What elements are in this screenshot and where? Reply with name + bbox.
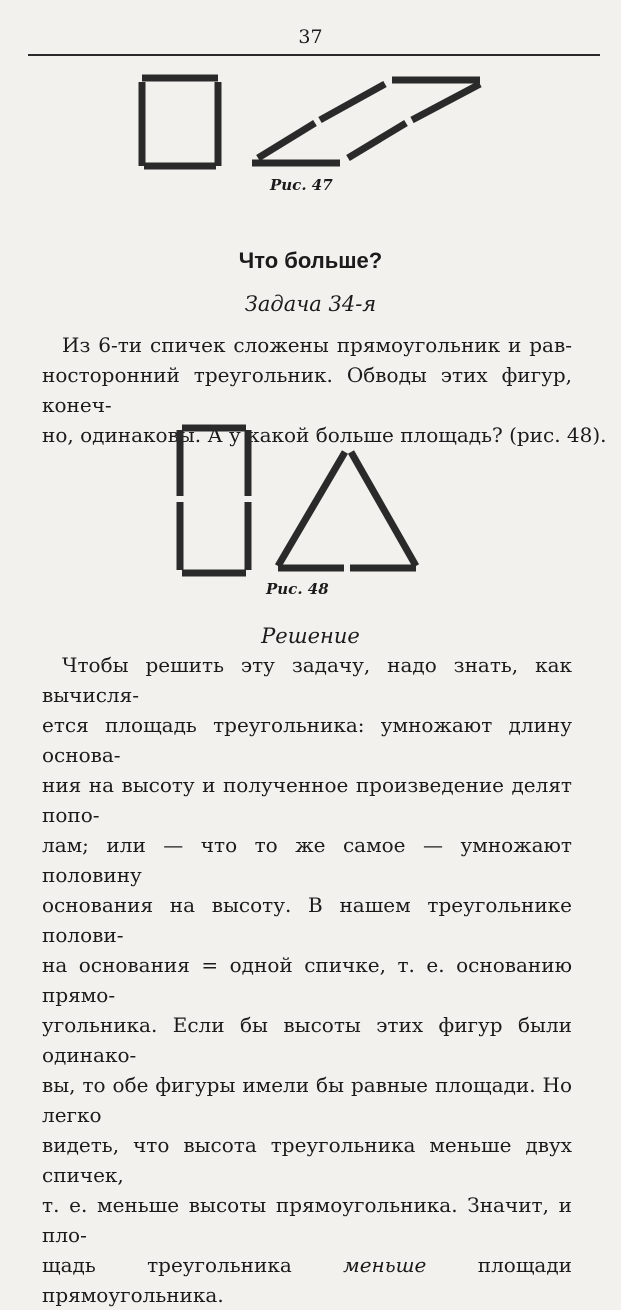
last-line-end: площади прямоугольника. <box>42 1253 572 1307</box>
solution-line: основания на высоту. В нашем треугольнике полови- <box>42 893 572 947</box>
emphasis-word: меньше <box>343 1253 427 1277</box>
problem-title: Задача 34-я <box>244 292 377 316</box>
header-rule <box>28 54 600 56</box>
problem-line: но, одинаковы. А у какой больше площадь? (рис. 48). <box>42 423 607 447</box>
solution-line: Чтобы решить эту задачу, надо знать, как вычисля- <box>42 653 572 707</box>
last-line-start: щадь треугольника <box>42 1253 344 1277</box>
problem-line: Из 6-ти спичек сложены прямоугольник и рав- <box>62 333 572 357</box>
solution-text <box>42 650 572 1310</box>
matchstick-figure-48 <box>170 418 430 583</box>
solution-line: угольника. Если бы высоты этих фигур были одинако- <box>42 1013 572 1067</box>
solution-line: т. е. меньше высоты прямоугольника. Значит, и пло- <box>42 1193 572 1247</box>
solution-line: видеть, что высота треугольника меньше двух спичек, <box>42 1133 572 1187</box>
figure-47-caption: Рис. 47 <box>270 176 333 194</box>
solution-line: на основания = одной спичке, т. е. основанию прямо- <box>42 953 572 1007</box>
figure-48-caption: Рис. 48 <box>266 580 329 598</box>
solution-last-line <box>42 1250 572 1310</box>
solution-line: ется площадь треугольника: умножают длину основа- <box>42 713 572 767</box>
solution-title: Решение <box>261 624 360 648</box>
solution-line: лам; или — что то же самое — умножают половину <box>42 833 572 887</box>
problem-line: носторонний треугольник. Обводы этих фигур, конеч- <box>42 363 572 417</box>
page-number: 37 <box>298 26 323 48</box>
solution-line: ния на высоту и полученное произведение делят попо- <box>42 773 572 827</box>
solution-line: вы, то обе фигуры имели бы равные площади. Но легко <box>42 1073 572 1127</box>
matchstick-figure-47 <box>130 68 510 178</box>
figure-47 <box>130 68 510 178</box>
section-title: Что больше? <box>238 248 383 273</box>
figure-48 <box>170 418 430 583</box>
